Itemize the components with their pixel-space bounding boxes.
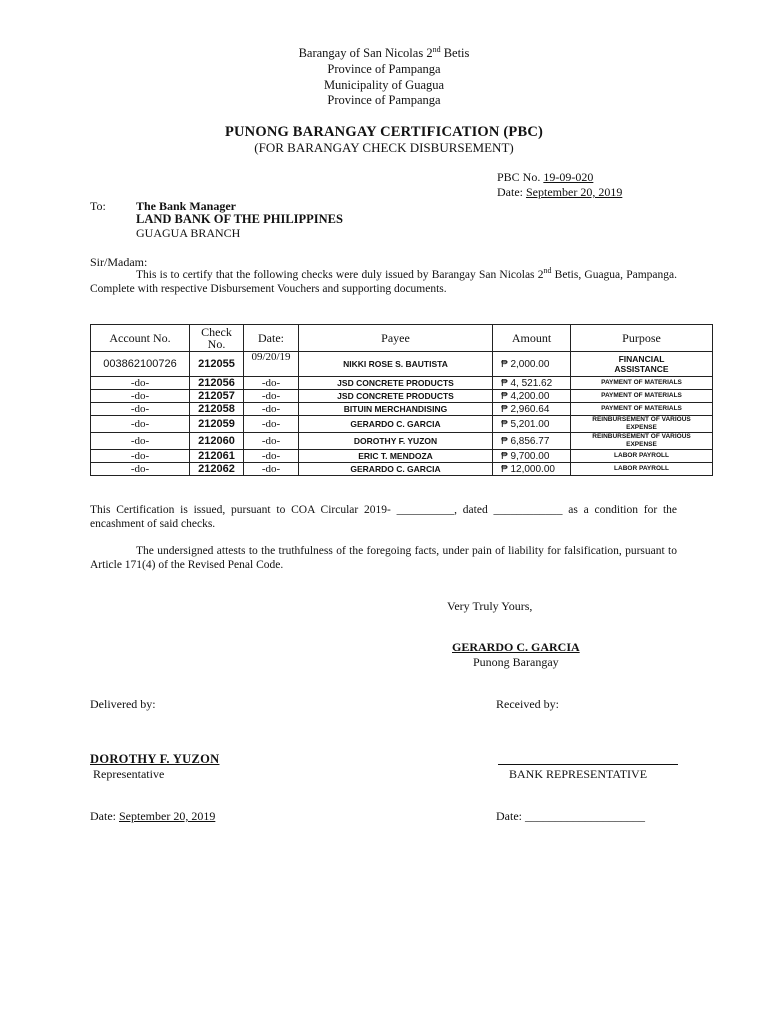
cell-check: 212058	[190, 403, 244, 416]
cell-account: 003862100726	[91, 352, 190, 377]
cell-amount: ₱ 4,200.00	[493, 390, 571, 403]
intro-text-post: Betis, Guagua, Pampanga. Complete with respective Disbursement Vouchers and supporting documents.	[90, 269, 677, 295]
cell-amount: ₱ 9,700.00	[493, 450, 571, 463]
header-line-1-text: Barangay of San Nicolas 2	[298, 46, 433, 60]
closing-text: Very Truly Yours,	[447, 599, 533, 613]
attestation-text: The undersigned attests to the truthfulness of the foregoing facts, under pain of liability for falsification, pursuant to Article 171(4) of the Revised Penal Code.	[90, 545, 677, 571]
attestation-paragraph	[90, 544, 677, 572]
cell-account: -do-	[91, 433, 190, 450]
cell-account: -do-	[91, 450, 190, 463]
cell-date: -do-	[244, 403, 299, 416]
cell-amount: ₱ 2,960.64	[493, 403, 571, 416]
received-by-role: BANK REPRESENTATIVE	[509, 767, 648, 781]
header-line-3: Municipality of Guagua	[323, 78, 445, 92]
table-row	[91, 403, 713, 416]
cell-check: 212060	[190, 433, 244, 450]
col-header-amount: Amount	[493, 325, 571, 352]
cell-purpose: PAYMENT OF MATERIALS	[571, 377, 713, 390]
delivered-by-label: Delivered by:	[90, 697, 156, 711]
cell-purpose: REINBURSEMENT OF VARIOUS EXPENSE	[571, 416, 713, 433]
cell-date: -do-	[244, 450, 299, 463]
cell-payee: GERARDO C. GARCIA	[299, 463, 493, 476]
intro-sup: nd	[543, 266, 552, 276]
document-title: PUNONG BARANGAY CERTIFICATION (PBC)	[224, 124, 544, 140]
pbc-date-label: Date:	[497, 185, 526, 199]
header-line-1-sup: nd	[432, 44, 441, 54]
table-row	[91, 416, 713, 433]
cell-payee: ERIC T. MENDOZA	[299, 450, 493, 463]
header-line-1	[0, 46, 768, 61]
checks-table	[90, 324, 713, 476]
cell-account: -do-	[91, 403, 190, 416]
cell-payee: BITUIN MERCHANDISING	[299, 403, 493, 416]
received-date-blank: ____________________	[525, 809, 645, 823]
cell-check: 212061	[190, 450, 244, 463]
cell-purpose: PAYMENT OF MATERIALS	[571, 403, 713, 416]
cell-amount: ₱ 2,000.00	[493, 352, 571, 377]
delivered-by-role: Representative	[93, 767, 165, 781]
col-header-account: Account No.	[91, 325, 190, 352]
header-line-1-post: Betis	[440, 46, 470, 60]
cell-amount: ₱ 4, 521.62	[493, 377, 571, 390]
col-header-payee: Payee	[299, 325, 493, 352]
received-date	[496, 809, 645, 824]
cell-payee: NIKKI ROSE S. BAUTISTA	[299, 352, 493, 377]
cell-check: 212057	[190, 390, 244, 403]
cell-purpose: LABOR PAYROLL	[571, 450, 713, 463]
intro-paragraph	[90, 268, 677, 296]
cell-check: 212056	[190, 377, 244, 390]
cell-check: 212055	[190, 352, 244, 377]
signatory-title: Punong Barangay	[473, 655, 559, 669]
received-by-label: Received by:	[496, 697, 559, 711]
cell-purpose: LABOR PAYROLL	[571, 463, 713, 476]
addressee-line-3: GUAGUA BRANCH	[136, 226, 241, 240]
cell-check: 212059	[190, 416, 244, 433]
col-header-purpose: Purpose	[571, 325, 713, 352]
cell-check: 212062	[190, 463, 244, 476]
header-line-2: Province of Pampanga	[327, 62, 441, 76]
cell-payee: DOROTHY F. YUZON	[299, 433, 493, 450]
intro-text: This is to certify that the following checks were duly issued by Barangay San Nicolas 2	[136, 269, 544, 281]
document-subtitle: (FOR BARANGAY CHECK DISBURSEMENT)	[254, 140, 514, 155]
cell-purpose: PAYMENT OF MATERIALS	[571, 390, 713, 403]
addressee-line-1: The Bank Manager	[136, 199, 237, 213]
header-line-4: Province of Pampanga	[327, 93, 441, 107]
cell-amount: ₱ 12,000.00	[493, 463, 571, 476]
cell-account: -do-	[91, 416, 190, 433]
cell-payee: JSD CONCRETE PRODUCTS	[299, 377, 493, 390]
table-row	[91, 377, 713, 390]
delivered-date	[90, 809, 215, 824]
delivered-date-value: September 20, 2019	[119, 809, 216, 823]
col-header-date: Date:	[244, 325, 299, 352]
cell-purpose: REINBURSEMENT OF VARIOUS EXPENSE	[571, 433, 713, 450]
table-header-row	[91, 325, 713, 352]
certification-paragraph: This Certification is issued, pursuant to COA Circular 2019- __________, dated ____________ as a condition for the encashment of said checks.	[90, 504, 677, 530]
cell-payee: JSD CONCRETE PRODUCTS	[299, 390, 493, 403]
cell-account: -do-	[91, 377, 190, 390]
delivered-by-name: DOROTHY F. YUZON	[90, 752, 220, 766]
addressee-line-2: LAND BANK OF THE PHILIPPINES	[136, 212, 343, 226]
cell-date: -do-	[244, 390, 299, 403]
table-row	[91, 463, 713, 476]
salutation: Sir/Madam:	[90, 255, 148, 269]
cell-date: -do-	[244, 463, 299, 476]
table-row	[91, 390, 713, 403]
to-label: To:	[90, 199, 106, 213]
cell-date: 09/20/19	[244, 352, 299, 377]
cell-amount: ₱ 6,856.77	[493, 433, 571, 450]
pbc-number	[497, 170, 593, 185]
delivered-date-label: Date:	[90, 809, 119, 823]
col-header-check: Check No.	[190, 325, 244, 352]
cell-purpose: FINANCIAL ASSISTANCE	[571, 352, 713, 377]
received-date-label: Date:	[496, 809, 525, 823]
cell-date: -do-	[244, 377, 299, 390]
pbc-date	[497, 185, 622, 200]
signatory-name: GERARDO C. GARCIA	[452, 640, 580, 654]
cell-amount: ₱ 5,201.00	[493, 416, 571, 433]
cell-payee: GERARDO C. GARCIA	[299, 416, 493, 433]
table-row	[91, 433, 713, 450]
pbc-date-value: September 20, 2019	[526, 185, 623, 199]
cell-account: -do-	[91, 390, 190, 403]
cell-date: -do-	[244, 416, 299, 433]
table-row	[91, 352, 713, 377]
cell-date: -do-	[244, 433, 299, 450]
pbc-number-value: 19-09-020	[543, 170, 594, 184]
table-row	[91, 450, 713, 463]
received-signature-line	[498, 764, 678, 765]
cell-account: -do-	[91, 463, 190, 476]
pbc-number-label: PBC No.	[497, 170, 544, 184]
